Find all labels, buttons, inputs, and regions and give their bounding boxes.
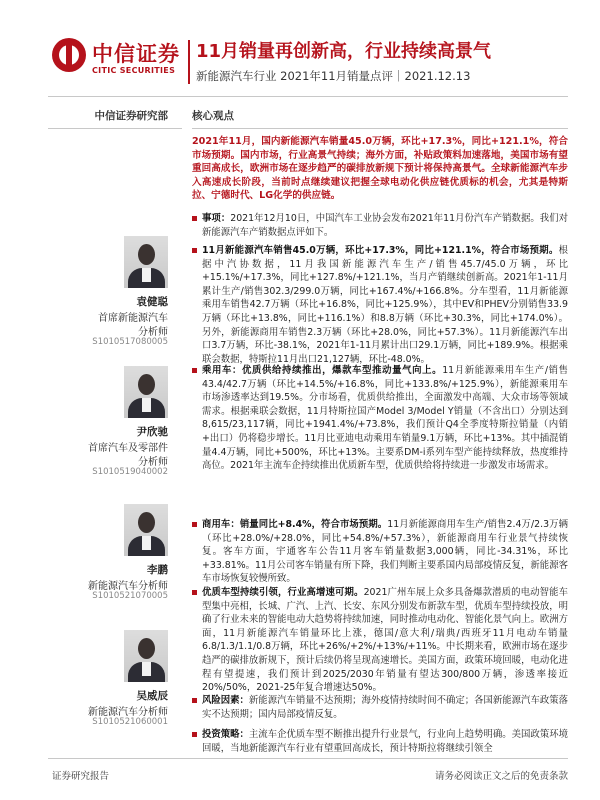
section-lead: 事项： — [202, 213, 231, 224]
footer-disclaimer: 请务必阅读正文之后的免责条款 — [434, 771, 568, 782]
analyst-photo — [124, 504, 168, 556]
section-strategy — [192, 728, 568, 755]
sidebar-heading: 中信证券研究部 — [94, 110, 168, 122]
section-passenger — [192, 364, 568, 473]
analyst-card-empty — [48, 648, 178, 768]
citic-logo-icon — [52, 38, 86, 72]
header-rule — [48, 96, 568, 97]
section-lead: 优质车型持续引领，行业高增速可期。 — [202, 587, 364, 598]
report-subtitle: 新能源汽车行业 2021年11月销量点评｜2021.12.13 — [196, 69, 471, 83]
analyst-photo — [124, 236, 168, 288]
core-view-heading: 核心观点 — [192, 110, 234, 122]
analyst-role: 新能源汽车分析师 — [88, 581, 168, 592]
analyst-role: 新能源汽车分析师 — [88, 707, 168, 718]
analyst-role: 首席新能源汽车 — [98, 313, 168, 324]
analyst-name: 袁健聪 — [136, 296, 168, 308]
analyst-name: 吴威辰 — [136, 690, 168, 702]
section-text: 新能源汽车销量不达预期；海外疫情持续时间不确定；各国新能源汽车政策落实不达预期；国内局部疫情反复。 — [202, 695, 568, 720]
analyst-card — [48, 504, 178, 624]
section-text: 根据中汽协数据，11月我国新能源汽车生产/销售45.7/45.0万辆，环比+15.1%/+17.3%，同比+127.8%/+121.1%，当月产销继续创新高。2021年1-11月累计生产/销售302.3/299.0万辆，同比+167.4%/+166.8%。分车型看，11月新能源乘用车销售42.7万辆（环比+16.8%，同比+125.9%），其中EV和PHEV分别销售33.9万辆（环比+13.8%，同比+116.1%）和8.8万辆（环比+30.3%，同比+174.0%）。另外，新能源商用车销售2.3万辆（环比+28.0%，同比+57.3%）。11月新能源汽车出口3.7万辆，环比-38.1%，2021年1-11月累计出口29.1万辆，同比+189.9%。根据乘联会数据，特斯拉11月出口21,127辆，环比-48.0%。 — [202, 245, 568, 365]
section-text: 2021广州车展上众多具备爆款潜质的电动智能车型集中亮相，长城、广汽、上汽、长安、东风分别发布新款车型，优质车型持续投放，明确了行业未来的智能电动大趋势将持续加速，同时推动电动化、智能化景气向上。欧洲方面，11月新能源汽车销量环比上涨，德国/意大利/瑞典/西班牙11月电动车销量6.8/1.3/1.1/0.8万辆，环比+26%/+2%/+13%/+11%。中长期来看，欧洲市场在逐步趋严的碳排放新规下，预计后续仍将呈现高速增长。美国方面，政策环境回暖，电动化进程有望提速，我们预计到2025/2030年销量有望达300/800万辆，渗透率接近20%/50%，2021-25年复合增速达50%。 — [202, 587, 568, 694]
section-risk — [192, 694, 568, 721]
section-lead: 乘用车：优质供给持续推出，爆款车型推动量气向上。 — [202, 365, 443, 376]
analyst-license-id: S1010521070005 — [92, 591, 168, 601]
section-commercial — [192, 518, 568, 586]
analyst-role-line2: 分析师 — [138, 457, 168, 468]
section-lead: 风险因素： — [202, 695, 249, 706]
analyst-role: 首席汽车及零部件 — [88, 443, 168, 454]
footer-report-type: 证券研究报告 — [52, 771, 110, 782]
report-header — [0, 0, 600, 100]
section-sales — [192, 244, 568, 366]
report-title: 11月销量再创新高，行业持续高景气 — [196, 41, 492, 62]
analyst-card — [48, 366, 178, 486]
header-divider — [188, 40, 190, 84]
section-text: 11月新能源商用车生产/销售2.4万/2.3万辆（环比+28.0%/+28.0%，同比+54.8%/+57.3%），新能源商用车行业景气持续恢复。客车方面，宇通客车公告11月客车销量数据3,000辆，同比-34.31%，环比+33.81%。11月公司客车销量有所下降，我们判断主要系国内局部疫情反复，新能源客车市场恢复较慢所致。 — [202, 519, 568, 585]
analyst-license-id: S1010519040002 — [92, 467, 168, 477]
section-lead: 商用车：销量同比+8.4%，符合市场预期。 — [202, 519, 388, 530]
brand-name-cn: 中信证券 — [92, 42, 180, 66]
section-outlook — [192, 586, 568, 695]
analyst-name: 李鹏 — [147, 564, 168, 576]
sidebar-rule — [48, 128, 182, 129]
analyst-name: 尹欣驰 — [136, 426, 168, 438]
analyst-card — [48, 236, 178, 356]
analyst-license-id: S1010517080005 — [92, 337, 168, 347]
analyst-role-line2: 分析师 — [138, 327, 168, 338]
brand-name-en: CITIC SECURITIES — [92, 66, 176, 75]
footer-rule — [48, 758, 568, 759]
main-content — [192, 108, 568, 754]
section-text: 2021年12月10日，中国汽车工业协会发布2021年11月份汽车产销数据。我们对新能源汽车产销数据点评如下。 — [202, 213, 568, 238]
brand-logo — [52, 36, 192, 82]
main-rule — [192, 128, 568, 129]
section-lead: 11月新能源汽车销售45.0万辆，环比+17.3%，同比+121.1%，符合市场预期。 — [202, 245, 559, 256]
analyst-sidebar — [48, 108, 178, 727]
analyst-license-id: S1010521060001 — [92, 717, 168, 727]
key-summary: 2021年11月，国内新能源汽车销量45.0万辆，环比+17.3%，同比+121.1%，符合市场预期。国内市场，行业高景气持续；海外方面，补贴政策料加速落地，美国市场有望重回高成长，欧洲市场在逐步趋严的碳排放新规下预计将保持高景气。全球新能源汽车步入高速成长阶段，当前时点继续建议把握全球电动化供应链优质标的机会，尤其是特斯拉、宁德时代、LG化学的供应链。 — [192, 136, 568, 202]
section-lead: 投资策略： — [202, 729, 249, 740]
section-event — [192, 212, 568, 239]
analyst-photo — [124, 366, 168, 418]
section-text: 11月新能源乘用车生产/销售43.4/42.7万辆（环比+14.5%/+16.8%，同比+133.8%/+125.9%），新能源乘用车市场渗透率达到19.5%。分市场看，优质供给推出，全面激发中高端、大众市场等领域需求。根据乘联会数据，11月特斯拉国产Model 3/Model Y销量（不含出口）分别达到8,615/23,117辆，同比+1941.4%/+73.8%，我们预计Q4全季度特斯拉销量（内销+出口）仍将稳步增长。11月比亚迪电动乘用车销量9.1万辆，环比+13%。其中插混销量4.4万辆，同比+500%，环比+13%。主要系DM-i系列车型产能持续释放，热度维持高位。2021年主流车企持续推出优质新车型，优质供给将持续进一步激发市场需求。 — [202, 365, 568, 472]
section-text: 主流车企优质车型不断推出提升行业景气，行业向上趋势明确。美国政策环境回暖，当地新能源汽车行业有望重回高成长，预计特斯拉将继续引领全 — [202, 729, 568, 754]
